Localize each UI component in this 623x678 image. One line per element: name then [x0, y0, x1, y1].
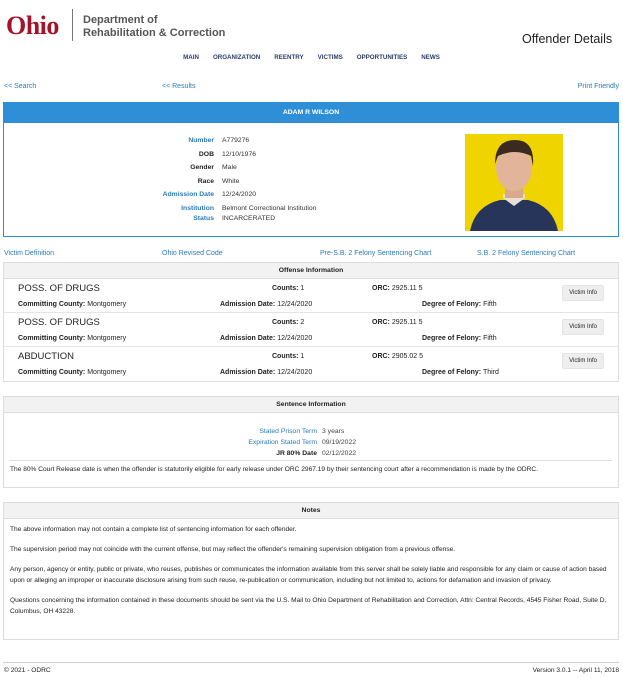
- page-title: Offender Details: [522, 32, 613, 46]
- label: Counts:: [272, 319, 299, 326]
- label: Admission Date:: [220, 369, 276, 376]
- offense-name: POSS. OF DRUGS: [18, 317, 100, 328]
- back-to-results-link[interactable]: << Results: [162, 83, 196, 90]
- field-value: 12/24/2020: [222, 191, 257, 198]
- offense-admission: [220, 335, 312, 342]
- field-label: Status: [193, 215, 214, 222]
- label: Admission Date:: [220, 301, 276, 308]
- field-label: Race: [197, 178, 214, 185]
- value: Third: [482, 369, 499, 376]
- ohio-logo[interactable]: Ohio: [6, 11, 59, 40]
- value: 12/24/2020: [277, 301, 313, 308]
- offense-county: [18, 301, 126, 308]
- nav-opportunities[interactable]: OPPORTUNITIES: [356, 54, 408, 61]
- label: Counts:: [272, 353, 299, 360]
- sentence-header: Sentence Information: [4, 397, 618, 413]
- nav-reentry[interactable]: REENTRY: [274, 54, 304, 61]
- offense-counts: [272, 353, 304, 360]
- sentence-value: 3 years: [322, 428, 345, 435]
- pre-sb2-chart-link[interactable]: Pre-S.B. 2 Felony Sentencing Chart: [320, 250, 432, 257]
- value: 1: [300, 353, 305, 360]
- victim-info-button[interactable]: Victim Info: [562, 285, 604, 301]
- field-label: Gender: [190, 164, 214, 171]
- nav-news[interactable]: NEWS: [421, 54, 440, 61]
- offense-degree: [422, 335, 497, 342]
- value: 1: [300, 285, 305, 292]
- offense-counts: [272, 285, 304, 292]
- value: Montgomery: [87, 335, 127, 342]
- offense-admission: [220, 369, 312, 376]
- jr80-note: The 80% Court Release date is when the offender is statutorily eligible for early release under ORC 2967.19 by their sentencing court after a recommendation is made by the ODRC.: [10, 466, 539, 473]
- dept-line-2: Rehabilitation & Correction: [83, 27, 226, 39]
- offense-degree: [422, 301, 497, 308]
- label: Degree of Felony:: [422, 369, 482, 376]
- victim-definition-link[interactable]: Victim Definition: [4, 250, 55, 257]
- offense-name: POSS. OF DRUGS: [18, 283, 100, 294]
- logo-divider: [72, 9, 73, 41]
- footer-version: Version 3.0.1 -- April 11, 2018: [532, 667, 619, 674]
- dept-line-1: Department of: [83, 14, 158, 26]
- field-value: A779276: [222, 137, 250, 144]
- offender-profile: [3, 102, 619, 237]
- divider: [10, 460, 612, 461]
- label: Degree of Felony:: [422, 335, 482, 342]
- value: 2905.02 5: [391, 353, 423, 360]
- value: Montgomery: [87, 369, 127, 376]
- offense-row: [4, 313, 618, 347]
- offense-orc: [372, 319, 422, 326]
- sentence-label: Stated Prison Term: [259, 428, 317, 435]
- note-paragraph: Any person, agency or entity, public or private, who reuses, publishes or communicates the information available from this server shall be solely liable and responsible for any claim or cause of action based upon or alleging an improper or inaccurate disclosure arising from such reuse, re-publication or communication, including but not limited to, actions for defamation and invasion of privacy.: [10, 566, 607, 584]
- offense-information: [3, 262, 619, 382]
- offense-county: [18, 369, 126, 376]
- label: Committing County:: [18, 301, 86, 308]
- victim-info-button[interactable]: Victim Info: [562, 319, 604, 335]
- label: ORC:: [372, 353, 390, 360]
- field-value: INCARCERATED: [222, 215, 276, 222]
- note-paragraph: Questions concerning the information contained in these documents should be sent via the U.S. Mail to Ohio Department of Rehabilitation and Correction, Attn: Central Records, 4545 Fisher Road, Suite D, Columbus, OH 43228.: [10, 597, 607, 615]
- field-value: White: [222, 178, 240, 185]
- victim-info-button[interactable]: Victim Info: [562, 353, 604, 369]
- note-paragraph: The above information may not contain a complete list of sentencing information for each offender.: [10, 526, 297, 533]
- offense-name: ABDUCTION: [18, 351, 74, 362]
- nav-organization[interactable]: ORGANIZATION: [212, 54, 261, 61]
- notes-header: Notes: [4, 503, 618, 519]
- label: ORC:: [372, 319, 390, 326]
- label: Counts:: [272, 285, 299, 292]
- ohio-revised-code-link[interactable]: Ohio Revised Code: [162, 250, 223, 257]
- print-friendly-link[interactable]: Print Friendly: [577, 83, 619, 90]
- field-label: Number: [188, 137, 214, 144]
- value: 12/24/2020: [277, 369, 313, 376]
- value: Montgomery: [87, 301, 127, 308]
- label: ORC:: [372, 285, 390, 292]
- footer-divider: [3, 662, 619, 663]
- sentence-value: 09/19/2022: [322, 439, 357, 446]
- offense-county: [18, 335, 126, 342]
- value: 2: [300, 319, 305, 326]
- label: Admission Date:: [220, 335, 276, 342]
- back-to-search-link[interactable]: << Search: [4, 83, 37, 90]
- note-paragraph: The supervision period may not coincide with the current offense, but may reflect the offender's remaining supervision obligation from a previous offense.: [10, 546, 456, 553]
- sentence-information: [3, 396, 619, 488]
- nav-main[interactable]: MAIN: [183, 54, 199, 61]
- field-label: DOB: [198, 151, 214, 158]
- nav-victims[interactable]: VICTIMS: [317, 54, 343, 61]
- value: Fifth: [483, 301, 497, 308]
- offense-header: Offense Information: [4, 263, 618, 279]
- offender-name: ADAM R WILSON: [4, 103, 618, 123]
- footer-copyright: © 2021 - ODRC: [4, 667, 51, 674]
- offense-counts: [272, 319, 304, 326]
- label: Committing County:: [18, 335, 86, 342]
- offense-orc: [372, 353, 423, 360]
- offense-row: [4, 279, 618, 313]
- field-label: Admission Date: [162, 191, 214, 198]
- field-label: Institution: [181, 205, 214, 212]
- value: 2925.11 5: [391, 319, 423, 326]
- sentence-label: Expiration Stated Term: [248, 439, 317, 446]
- offense-degree: [422, 369, 499, 376]
- field-value: 12/10/1976: [222, 151, 257, 158]
- sb2-chart-link[interactable]: S.B. 2 Felony Sentencing Chart: [477, 250, 576, 257]
- label: Committing County:: [18, 369, 86, 376]
- label: Degree of Felony:: [422, 301, 482, 308]
- value: 2925.11 5: [391, 285, 423, 292]
- main-nav: [0, 54, 623, 61]
- field-value: Belmont Correctional Institution: [222, 205, 317, 212]
- notes-section: [3, 502, 619, 640]
- field-value: Male: [222, 164, 237, 171]
- offender-photo: [465, 134, 563, 231]
- offense-row: [4, 347, 618, 381]
- value: 12/24/2020: [277, 335, 313, 342]
- offense-admission: [220, 301, 312, 308]
- offense-orc: [372, 285, 422, 292]
- department-name: [83, 14, 225, 40]
- sentence-value: 02/12/2022: [322, 450, 357, 457]
- value: Fifth: [483, 335, 497, 342]
- sentence-label: JR 80% Date: [276, 450, 317, 457]
